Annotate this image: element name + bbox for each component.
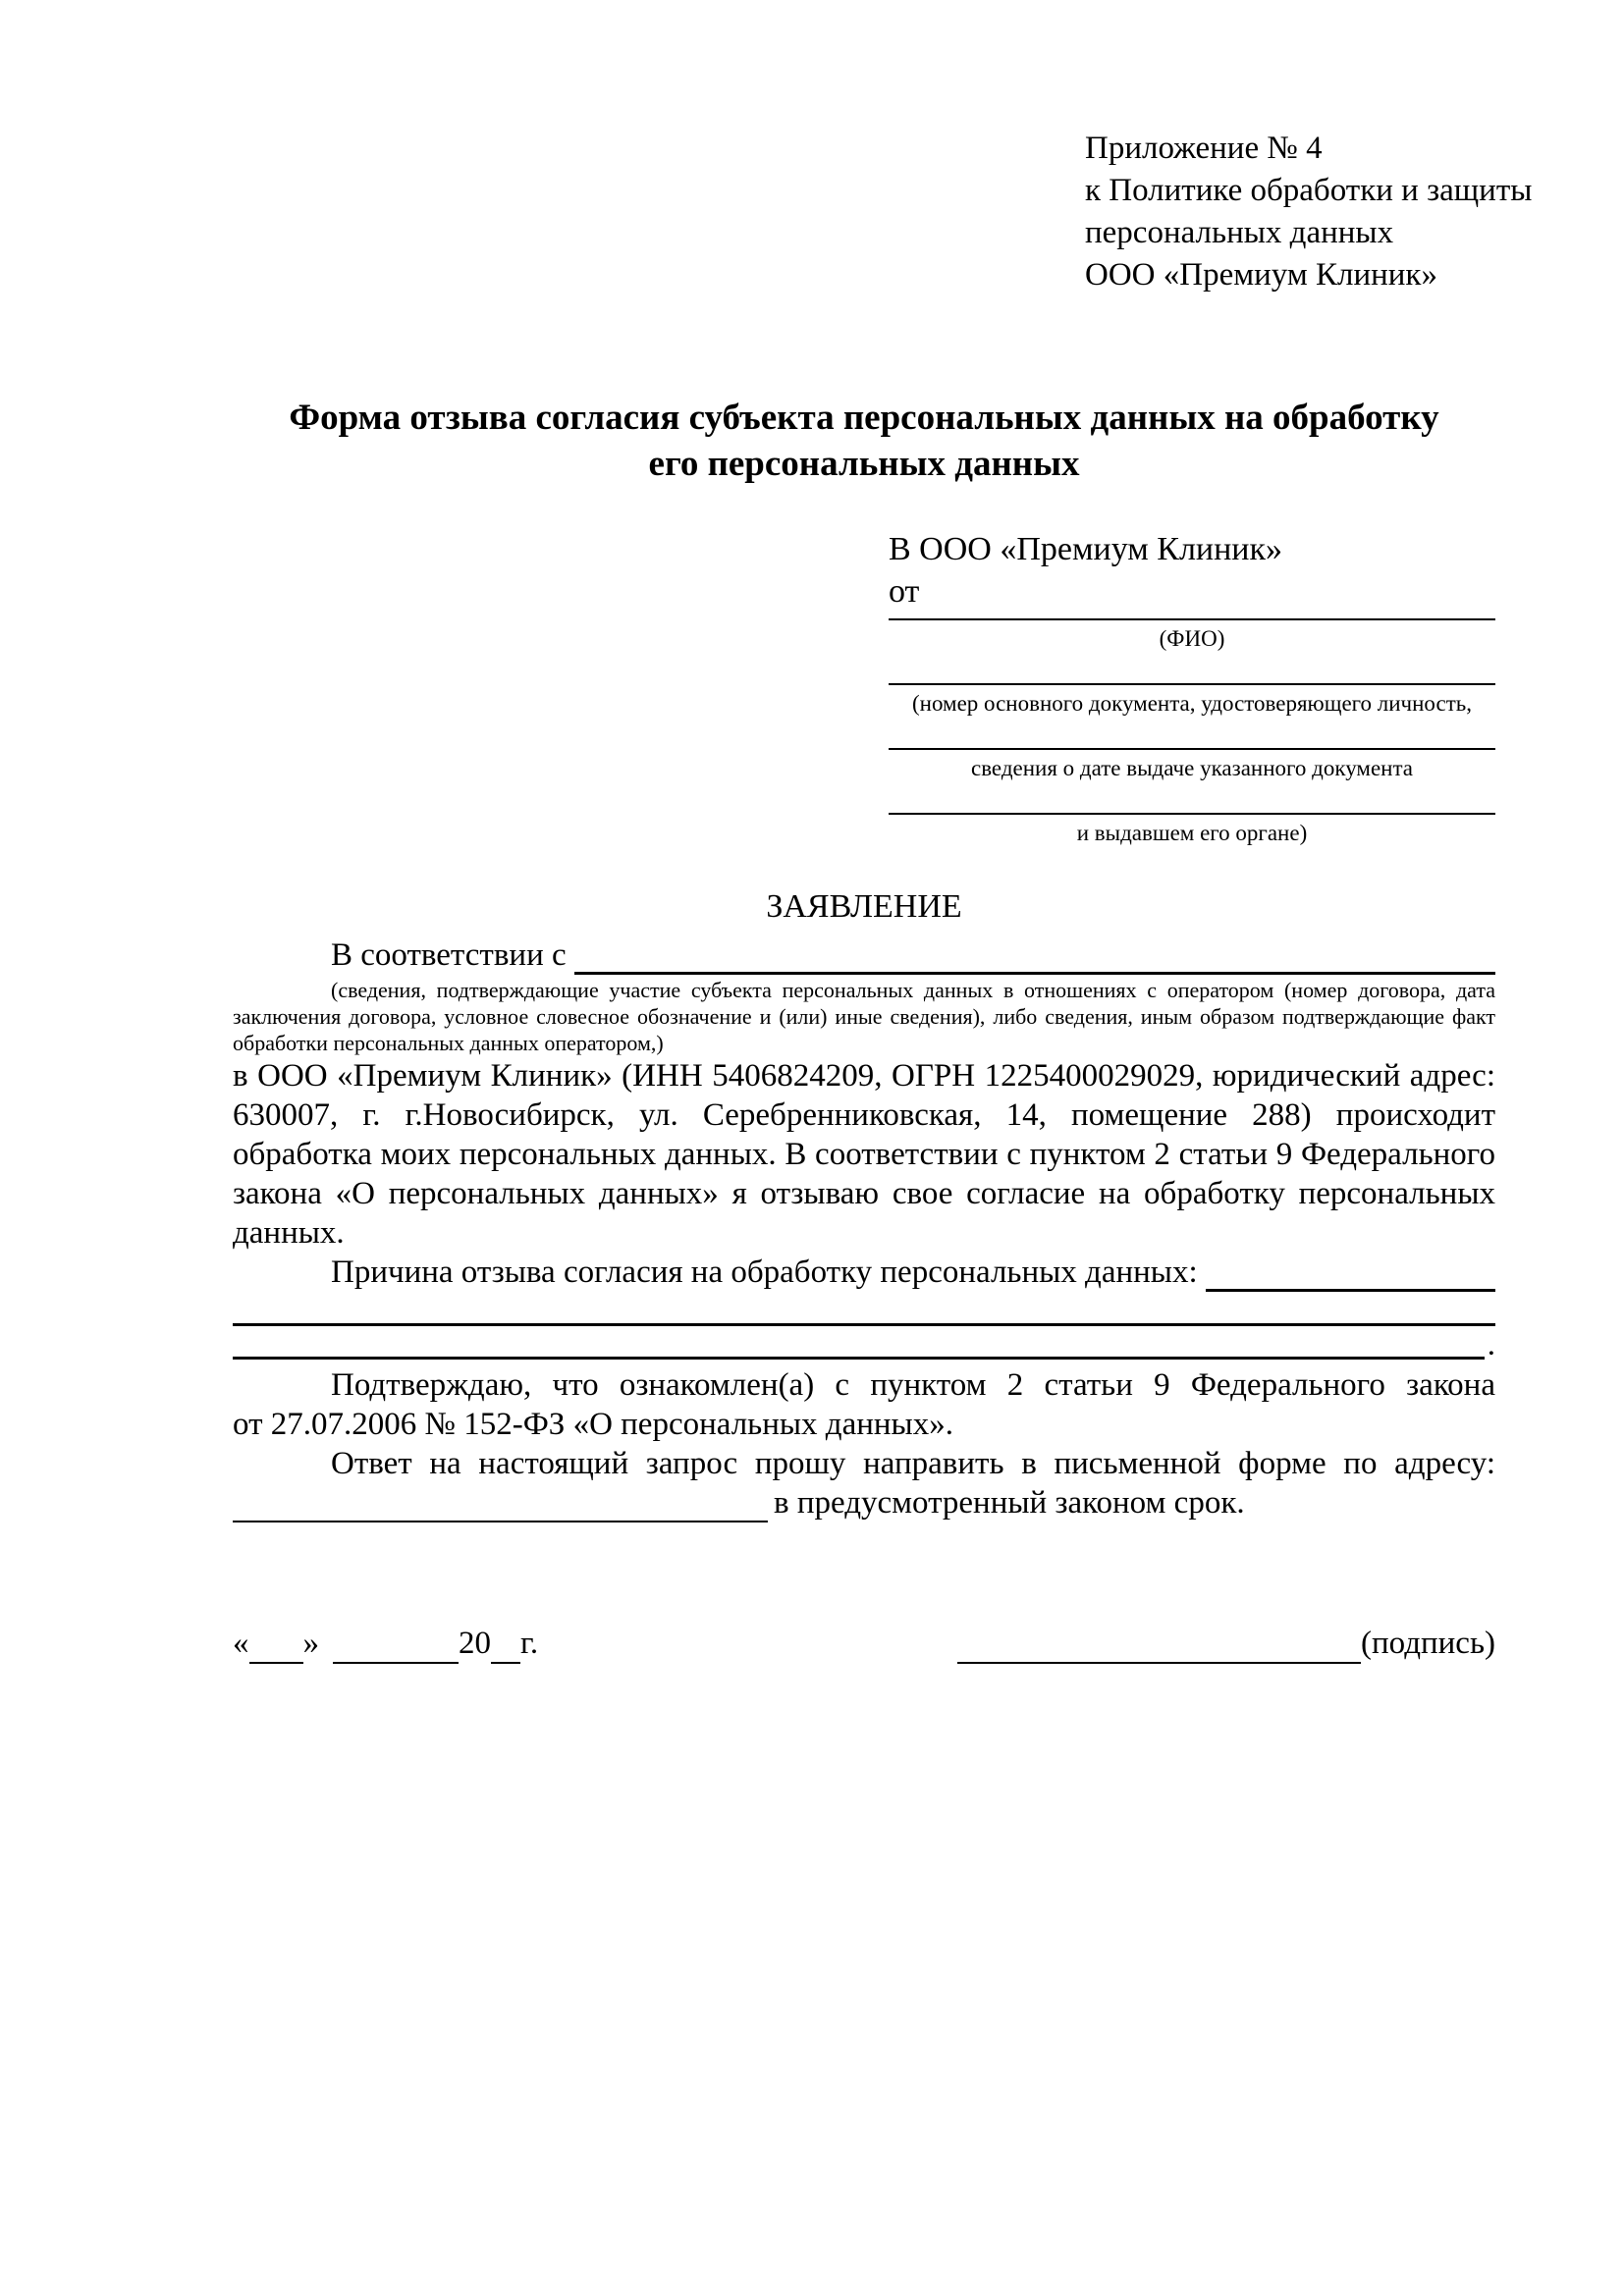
field-caption: сведения о дате выдаче указанного документа	[970, 756, 1414, 780]
form-title	[233, 395, 1495, 487]
body-line: закона «О персональных данных» я отзываю свое согласие на обработку персональных	[233, 1176, 1495, 1211]
body-line: 630007, г. г.Новосибирск, ул. Серебренниковская, 14, помещение 288) происходит	[233, 1097, 1495, 1133]
issue-date-field	[889, 748, 1495, 783]
form-title-line: Форма отзыва согласия субъекта персональных данных на обработку	[289, 398, 1439, 438]
fill-in-line	[889, 683, 1495, 685]
date-open-quote: «	[233, 1626, 249, 1661]
issuing-authority-field	[889, 813, 1495, 848]
addressee-block	[889, 528, 1495, 848]
body-line: в ООО «Премиум Клиник» (ИНН 5406824209, ОГРН 1225400029029, юридический адрес:	[233, 1058, 1495, 1094]
confirmation-paragraph	[233, 1365, 1495, 1444]
reason-line	[233, 1253, 1495, 1292]
intro-fill-line	[574, 938, 1495, 975]
reply-suffix: в предусмотренный законом срок.	[774, 1485, 1245, 1521]
field-caption: и выдавшем его органе)	[1076, 821, 1308, 845]
reply-prefix-line: Ответ на настоящий запрос прошу направить в письменной форме по адресу:	[331, 1446, 1495, 1481]
signature-caption: (подпись)	[1361, 1626, 1495, 1661]
confirmation-line: Подтверждаю, что ознакомлен(а) с пунктом 2 статьи 9 Федерального закона	[331, 1367, 1495, 1403]
form-title-line: его персональных данных	[648, 444, 1080, 484]
address-fill-line	[233, 1487, 768, 1522]
fill-in-line	[889, 618, 1495, 620]
appendix-line: персональных данных	[1085, 215, 1394, 250]
fill-in-line	[233, 1326, 1485, 1360]
day-blank-line	[249, 1632, 303, 1664]
line-terminator: .	[1487, 1327, 1495, 1362]
year-prefix: 20	[459, 1626, 491, 1661]
reason-label: Причина отзыва согласия на обработку персональных данных:	[331, 1255, 1198, 1290]
footnote-line: заключения договора, условное словесное обозначение и (или) иные сведения), либо сведения, иным образом подтверждающие факт	[233, 1004, 1495, 1029]
body-paragraph	[233, 1056, 1495, 1253]
signature-row	[233, 1623, 1495, 1664]
blank-fill-line-2	[233, 1326, 1495, 1360]
date-blank	[233, 1623, 538, 1664]
appendix-header	[1085, 128, 1585, 296]
body-line: данных.	[233, 1215, 345, 1251]
appendix-line: ООО «Премиум Клиник»	[1085, 257, 1437, 293]
confirmation-line: от 27.07.2006 № 152-ФЗ «О персональных данных».	[233, 1407, 953, 1442]
field-caption: (номер основного документа, удостоверяющего личность,	[911, 691, 1472, 716]
appendix-line: Приложение № 4	[1085, 131, 1323, 166]
body-line: обработка моих персональных данных. В соответствии с пунктом 2 статьи 9 Федерального	[233, 1137, 1495, 1172]
statement-heading: ЗАЯВЛЕНИЕ	[766, 888, 962, 925]
signature-area	[957, 1623, 1495, 1664]
reply-paragraph	[233, 1444, 1495, 1522]
appendix-line: к Политике обработки и защиты	[1085, 173, 1533, 208]
fill-in-line	[889, 748, 1495, 750]
reason-fill-line	[1206, 1255, 1495, 1292]
addressee-organization: В ООО «Премиум Клиник»	[889, 531, 1283, 567]
footnote	[233, 977, 1495, 1056]
year-suffix: г.	[520, 1626, 539, 1661]
document-number-field	[889, 683, 1495, 719]
month-blank-line	[333, 1632, 459, 1664]
footnote-line: обработки персональных данных оператором,)	[233, 1031, 664, 1055]
footnote-line: (сведения, подтверждающие участие субъекта персональных данных в отношениях с оператором (номер договора, дата	[331, 978, 1495, 1002]
signature-line	[957, 1629, 1361, 1664]
date-close-quote: »	[302, 1626, 319, 1661]
fio-field	[889, 618, 1495, 654]
fill-in-line	[889, 813, 1495, 815]
intro-line	[233, 935, 1495, 975]
statement-body	[233, 935, 1495, 1292]
year-blank-line	[491, 1632, 520, 1664]
intro-prefix: В соответствии с	[331, 937, 567, 973]
field-caption: (ФИО)	[1159, 626, 1225, 651]
addressee-from-label: от	[889, 573, 920, 610]
reply-address-line	[233, 1483, 1495, 1522]
